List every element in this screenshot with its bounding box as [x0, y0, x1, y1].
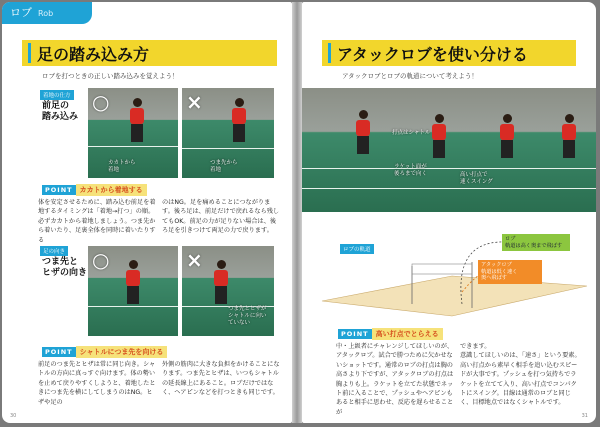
- point-text: カカトから着地する: [76, 184, 147, 196]
- caption-bad: つま先から 着地: [210, 160, 238, 173]
- note-attack-lob: アタックロブ 軌道は低く速く 奥へ飛ばす: [478, 260, 542, 284]
- bad-mark: ×: [186, 248, 203, 272]
- point-body-b: できます。 意識してほしいのは、「速さ」という要素。高い打点から素早く相手を追い込むスピードが大事です。プッシュを打つ気持ちでラケットを立てて入り、高い打点でコンパクトにスイング。目線は通常のロブと同じく、目標地点ではなくシャトルです。: [460, 343, 581, 407]
- photo-good-landing: [88, 88, 178, 178]
- photo-bad-direction: [182, 246, 274, 336]
- good-mark: ○: [92, 90, 110, 114]
- good-mark: ○: [92, 248, 110, 272]
- sec2-tag: 足の向き: [40, 246, 68, 256]
- photo-bad-landing: [182, 88, 274, 178]
- player-figure: [430, 114, 448, 158]
- left-page: [2, 2, 292, 423]
- tag-label: ロブ: [10, 6, 32, 19]
- page-title: アタックロブを使い分ける: [337, 44, 528, 64]
- gutter: [292, 2, 302, 423]
- point1-body-b: のはNG。足を痛めることにつながります。後ろ足は、前足だけで戻れるなら残してもOK。前足の力が足りない場合は、後ろ足を引きつけて両足の力で戻ります。: [162, 199, 280, 235]
- sec1-tag: 着地の仕方: [40, 90, 74, 100]
- note-rob: ロブ 軌道は高く奥まで飛ばす: [502, 234, 570, 251]
- point-header: [338, 328, 443, 340]
- tag-sub: Rob: [38, 9, 54, 18]
- player-figure: [212, 260, 230, 304]
- sec2-name: つま先と ヒザの向き: [42, 257, 88, 278]
- photo-caption-3: 高い打点で 速くスイング: [460, 172, 493, 185]
- point-label: POINT: [42, 185, 76, 195]
- net: [412, 264, 472, 274]
- point-label: POINT: [42, 347, 76, 357]
- photo-good-direction: [88, 246, 178, 336]
- title-accent: [28, 43, 31, 63]
- caption-bad: つま先とヒザが シャトルに向い ていない: [228, 306, 267, 326]
- point-body-a: 中・上級者にチャレンジしてほしいのが、アタックロブ。試合で勝つために欠かせないショットです。通常のロブの打点は胸の高さより下ですが、アタックロブの打点は胸よりも上。ラケットを立てた状態でネット前に入ることで、プッシュやヘアピンもあると相手に思わせ、反応を遅らせることが: [336, 343, 454, 416]
- section-tag: [2, 2, 92, 24]
- page-title-band: [322, 40, 576, 66]
- sec1-name: 前足の 踏み込み: [42, 101, 79, 122]
- player-figure: [128, 98, 146, 142]
- player-figure: [498, 114, 516, 158]
- lead-text: アタックロブとロブの軌道について考えよう！: [342, 72, 478, 80]
- right-page: [302, 2, 596, 423]
- point1-body-a: 体を安定させるために、踏み込む前足を着地するタイミングは「着地→打つ」の順。必ずカカトから着地しましょう。つま先から着いたり、足裏全体を同時に着いたりする: [38, 199, 156, 244]
- lob-trajectory-diagram: [302, 216, 596, 326]
- player-figure: [354, 110, 372, 154]
- photo-caption-1: 打点はシャトル: [392, 130, 431, 136]
- page-title-band: [22, 40, 277, 66]
- point2-body-a: 前足のつま先とヒザは常に同じ向き。シャトルの方向に真っすぐ向けます。体の勢いを止めて戻りやすくしようと、着地したときにつま先を横にしてしまうのはNG。ヒザや足の: [38, 361, 156, 406]
- photo-attack-lob-sequence: [302, 88, 596, 212]
- court-surface: [322, 276, 587, 316]
- point-label: POINT: [338, 329, 372, 339]
- player-figure: [230, 98, 248, 142]
- point1-header: [42, 184, 147, 196]
- point2-header: [42, 346, 167, 358]
- bad-mark: ×: [186, 90, 203, 114]
- point-text: 高い打点でとらえる: [372, 328, 443, 340]
- page-number: 30: [10, 413, 17, 419]
- caption-good: カカトから 着地: [108, 160, 136, 173]
- lead-text: ロブを打つときの正しい踏み込みを覚えよう！: [42, 72, 179, 80]
- player-figure: [560, 114, 578, 158]
- page-number: 31: [581, 413, 588, 419]
- point-text: シャトルにつま先を向ける: [76, 346, 168, 358]
- point2-body-b: 外側の筋肉に大きな負担をかけることになります。つま先とヒザは、いつもシャトルの延長線上にあること。ロブだけではなく、ヘアピンなどを打つときも同じです。: [162, 361, 280, 397]
- photo-caption-2: ラケット面が 後ろまで向く: [394, 164, 428, 177]
- player-figure: [124, 260, 142, 304]
- diagram-tag: ロブの軌道: [340, 244, 374, 254]
- page-title: 足の踏み込み方: [37, 44, 150, 64]
- trajectory-svg: [302, 216, 596, 326]
- title-accent: [328, 43, 331, 63]
